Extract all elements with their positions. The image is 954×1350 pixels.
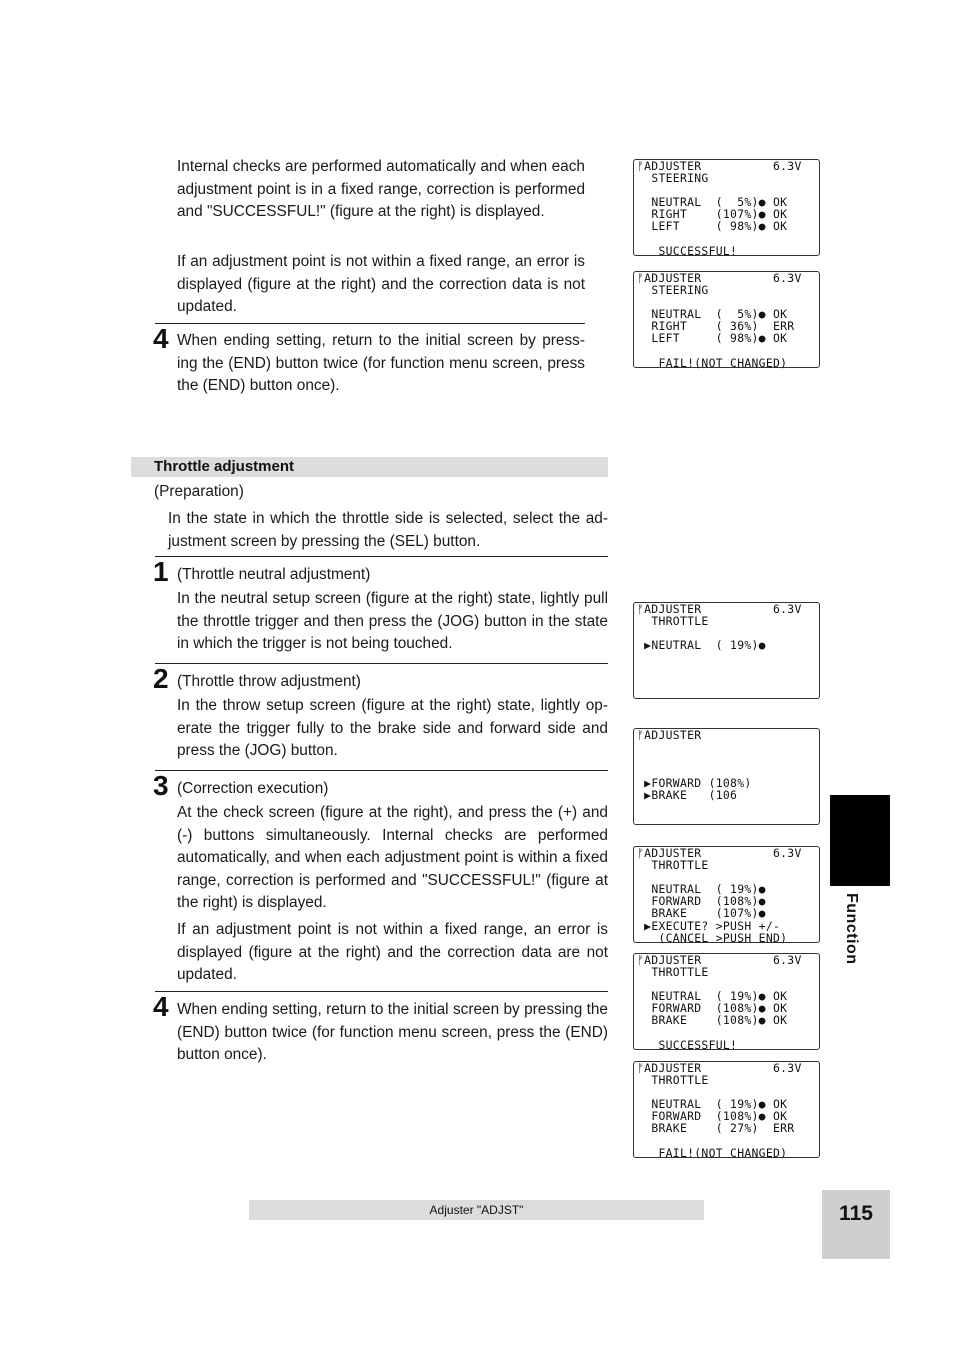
step-text: In the throw setup screen (figure at the right) state, lightly op-erate the trigger fully to the brake side and forward side and press the (JOG) button. [177,697,608,760]
step-text: When ending setting, return to the initial screen by press-ing the (END) button twice (for function menu screen, press the (END) button once). [177,332,585,395]
lcd-throttle-neutral [633,602,820,699]
lcd-text: ᚠADJUSTER 6.3V STEERING NEUTRAL ( 5%)● OK RIGHT (107%)● OK LEFT ( 98%)● OK SUCCESSFUL! [637,159,802,258]
step-title: (Correction execution) [177,780,329,797]
step-number: 2 [153,663,169,694]
footer-title: Adjuster "ADJST" [249,1200,704,1220]
lcd-text: ᚠADJUSTER 6.3V STEERING NEUTRAL ( 5%)● OK RIGHT ( 36%) ERR LEFT ( 98%)● OK FAIL!(NOT CHANGED) [637,271,802,370]
page-number-box [822,1190,890,1259]
lcd-text: ᚠADJUSTER 6.3V THROTTLE NEUTRAL ( 19%)● OK FORWARD (108%)● OK BRAKE (108%)● OK SUCCESSFUL! [637,953,802,1052]
step-text: At the check screen (figure at the right), and press the (+) and (-) buttons simultaneously. Internal checks are performed automatically, and when each adjustment point is within a fixed range, correction is performed and "SUCCESSFUL!" (figure at the right) is displayed. [177,804,608,912]
lcd-text: ᚠADJUSTER 6.3V THROTTLE ▶NEUTRAL ( 19%)● [637,602,802,653]
step-divider [155,663,608,664]
section-heading-bar [131,457,608,477]
step-number: 4 [153,323,169,354]
lcd-throttle-execute [633,846,820,943]
section-tab-label: Function [843,893,860,965]
section-tab-marker [830,795,890,886]
intro-paragraph-2: If an adjustment point is not within a fixed range, an error is displayed (figure at the right) and the correction data is not updated. [177,253,585,316]
lcd-throttle-fail [633,1061,820,1158]
lcd-throttle-throw [633,728,820,825]
lcd-text: ᚠADJUSTER 6.3V THROTTLE NEUTRAL ( 19%)● FORWARD (108%)● BRAKE (107%)● ▶EXECUTE? >PUSH +/- (CANCEL >PUSH END) [637,846,802,945]
preparation-text: In the state in which the throttle side is selected, select the ad-justment screen by pressing the (SEL) button. [168,510,608,550]
intro-paragraph-1: Internal checks are performed automatically and when each adjustment point is in a fixed range, correction is performed and "SUCCESSFUL!" (figure at the right) is displayed. [177,158,585,221]
page-number: 115 [839,1202,873,1225]
lcd-steering-fail [633,271,820,368]
step-text: In the neutral setup screen (figure at the right) state, lightly pull the throttle trigger and then press the (JOG) button in the state in which the trigger is not being touched. [177,590,608,653]
step-number: 1 [153,556,169,587]
lcd-throttle-successful [633,953,820,1050]
lcd-steering-successful [633,159,820,256]
step-number: 4 [153,991,169,1022]
section-title: Throttle adjustment [154,458,295,475]
step-title: (Throttle throw adjustment) [177,673,361,690]
lcd-text: ᚠADJUSTER 6.3V THROTTLE NEUTRAL ( 19%)● OK FORWARD (108%)● OK BRAKE ( 27%) ERR FAIL!(NOT CHANGED) [637,1061,802,1160]
step-divider [155,323,585,324]
step-divider [155,770,608,771]
lcd-text: ᚠADJUSTER ▶FORWARD (108%) ▶BRAKE (106 [637,728,752,803]
step-divider [155,991,608,992]
preparation-label: (Preparation) [154,483,244,500]
step-divider [155,556,608,557]
step-number: 3 [153,770,169,801]
step-title: (Throttle neutral adjustment) [177,566,371,583]
step-text: When ending setting, return to the initial screen by pressing the (END) button twice (for function menu screen, press the (END) button once). [177,1001,608,1064]
step-text-error: If an adjustment point is not within a fixed range, an error is displayed (figure at the right) and the correction data are not updated. [177,921,608,984]
